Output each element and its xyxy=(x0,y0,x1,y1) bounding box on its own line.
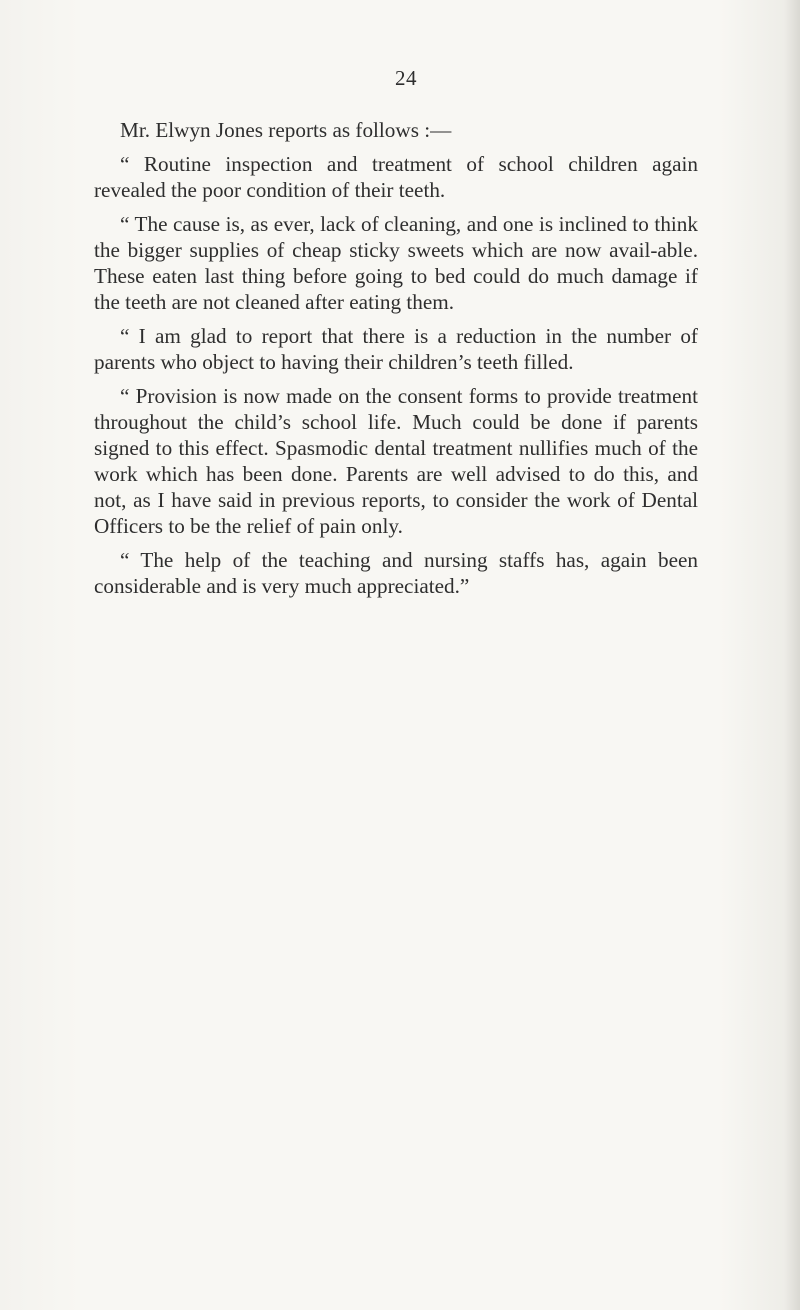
paragraph-consent-forms: “ Provision is now made on the consent forms to provide treatment throughout the child’s school life. Much could be done if parents signed to this effect. Spasmodic dental treatment nullifies much of the work which has been done. Parents are well advised to do this, and not, as I have said in previous reports, to consider the work of Dental Officers to be the relief of pain only. xyxy=(94,384,698,538)
paragraph-cause-of-decay: “ The cause is, as ever, lack of cleaning, and one is inclined to think the bigger supplies of cheap sticky sweets which are now avail-able. These eaten last thing before going to bed could do much damage if the teeth are not cleaned after eating them. xyxy=(94,212,698,314)
paragraph-routine-inspection: “ Routine inspection and treatment of school children again revealed the poor condition of their teeth. xyxy=(94,152,698,202)
page-number: 24 xyxy=(395,66,417,90)
report-body xyxy=(94,117,698,599)
paragraph-parent-objections: “ I am glad to report that there is a reduction in the number of parents who object to having their children’s teeth filled. xyxy=(94,324,698,374)
report-intro: Mr. Elwyn Jones reports as follows :— xyxy=(120,118,452,142)
paragraph-staff-help: “ The help of the teaching and nursing staffs has, again been considerable and is very much appreciated.” xyxy=(94,548,698,598)
